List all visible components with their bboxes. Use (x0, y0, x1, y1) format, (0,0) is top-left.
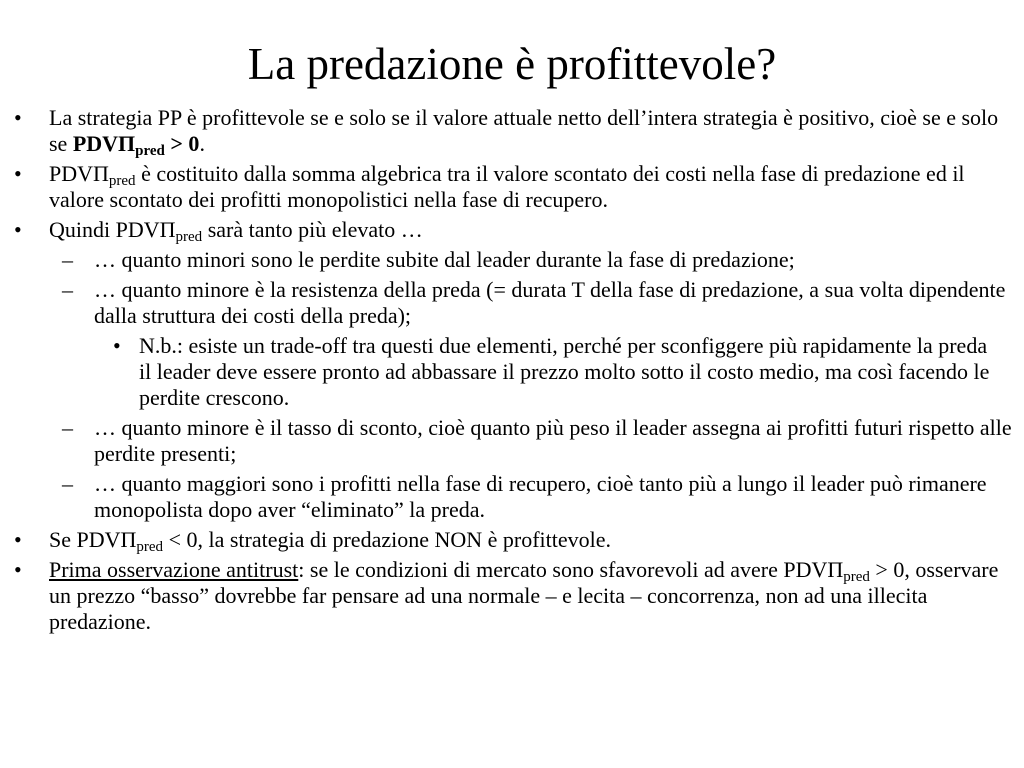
bullet-text: è costituito dalla somma algebrica tra il valore scontato dei costi nella fase di predazione ed il valore scontato dei profitti monopolistici nella fase di recupero. (49, 161, 965, 212)
dash-marker: – (62, 415, 73, 440)
bullet-text: : se le condizioni di mercato sono sfavorevoli ad avere (298, 557, 784, 582)
symbol-subscript: pred (108, 173, 136, 189)
subitem-prey-resistance (0, 277, 1024, 329)
bullet-text-tail: > 0, osservare un prezzo “basso” dovrebbe far pensare ad una normale – e lecita – concorrenza, non ad una illecita predazione. (49, 557, 999, 634)
note-text: N.b.: esiste un trade-off tra questi due elementi, perché per sconfiggere più rapidamente la preda il leader deve essere pronto ad abbassare il prezzo molto sotto il costo medio, ma così facendo le perdite crescono. (139, 333, 990, 410)
subitem-text: … quanto minori sono le perdite subite dal leader durante la fase di predazione; (94, 247, 795, 272)
subitem-text: … quanto maggiori sono i profitti nella fase di recupero, cioè tanto più a lungo il leader può rimanere monopolista dopo aver “eliminato” la preda. (94, 471, 987, 522)
bullet-pdv-higher (0, 217, 1024, 243)
bullet-text: La strategia PP è profittevole se e solo se il valore attuale netto dell’intera strategia è positivo, cioè se e solo se (49, 105, 999, 156)
symbol-pdv-pi: PDVΠ (76, 527, 137, 552)
bullet-text: Se (49, 527, 77, 552)
bullet-antitrust-observation (0, 557, 1024, 635)
symbol-subscript: pred (136, 539, 164, 555)
bullet-profitability-condition (0, 105, 1024, 157)
bullet-marker: • (14, 217, 22, 242)
bullet-marker: • (113, 333, 121, 358)
bullet-marker: • (14, 527, 22, 552)
dash-marker: – (62, 471, 73, 496)
subitem-discount-rate (0, 415, 1024, 467)
symbol-subscript: pred (175, 229, 203, 245)
symbol-pdv-pi: PDVΠ (49, 161, 109, 186)
bullet-text-end: . (199, 131, 205, 156)
bullet-pdv-composition (0, 161, 1024, 213)
formula-condition (72, 131, 200, 159)
bullet-marker: • (14, 105, 22, 130)
formula-greater-zero: > 0 (164, 131, 200, 156)
subitem-losses (0, 247, 1024, 273)
dash-marker: – (62, 277, 73, 302)
symbol-pdv-pi: PDVΠ (115, 217, 176, 242)
bullet-text: Quindi (49, 217, 116, 242)
symbol-pdv-pi: PDVΠ (783, 557, 844, 582)
formula-pdv-pi: PDVΠ (72, 131, 136, 156)
subitem-text: … quanto minore è il tasso di sconto, cioè quanto più peso il leader assegna ai profitti futuri rispetto alle perdite presenti; (94, 415, 1012, 466)
subitem-recovery-profits (0, 471, 1024, 523)
dash-marker: – (62, 247, 73, 272)
formula-subscript: pred (135, 143, 165, 159)
subitem-text: … quanto minore è la resistenza della preda (= durata T della fase di predazione, a sua volta dipendente dalla struttura dei costi della preda); (94, 277, 1006, 328)
note-trade-off (0, 333, 1024, 411)
slide-title: La predazione è profittevole? (247, 39, 777, 89)
antitrust-heading: Prima osservazione antitrust (49, 557, 299, 582)
symbol-subscript: pred (843, 569, 870, 585)
bullet-marker: • (14, 557, 22, 582)
slide-body (0, 105, 1024, 639)
bullet-text-tail: < 0, la strategia di predazione NON è profittevole. (163, 527, 612, 552)
bullet-marker: • (14, 161, 22, 186)
bullet-not-profitable (0, 527, 1024, 553)
bullet-text-tail: sarà tanto più elevato … (202, 217, 423, 242)
